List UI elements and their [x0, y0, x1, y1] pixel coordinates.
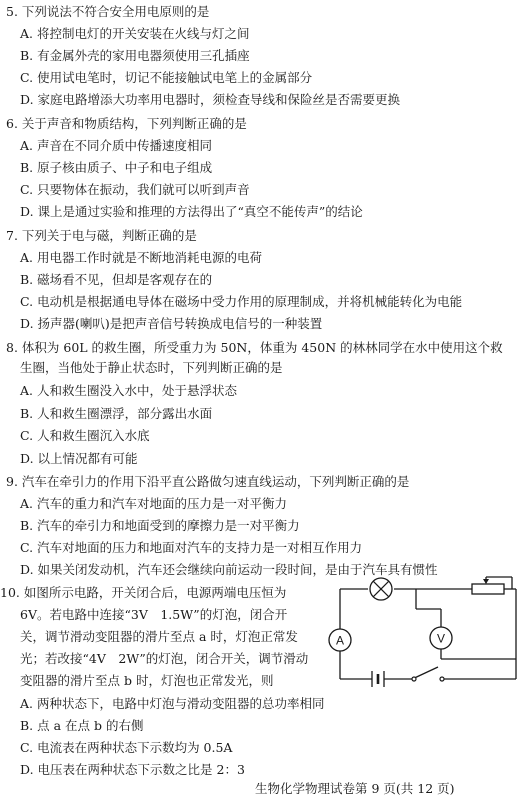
question-5-option-a: A. 将控制电灯的开关安装在火线与灯之间	[20, 26, 250, 41]
battery-icon	[372, 671, 384, 687]
question-9-option-b: B. 汽车的牵引力和地面受到的摩擦力是一对平衡力	[20, 518, 300, 533]
question-6-option-c: C. 只要物体在振动，我们就可以听到声音	[20, 182, 250, 197]
question-9-option-d: D. 如果关闭发动机，汽车还会继续向前运动一段时间，是由于汽车具有惯性	[20, 562, 438, 577]
question-6-option-b: B. 原子核由质子、中子和电子组成	[20, 160, 213, 175]
question-10-option-a: A. 两种状态下，电路中灯泡与滑动变阻器的总功率相同	[20, 696, 325, 711]
question-5-stem: 5. 下列说法不符合安全用电原则的是	[6, 4, 210, 19]
voltmeter-icon	[430, 627, 452, 649]
question-10-stem-line-5: 变阻器的滑片至点 b 时，灯泡也正常发光，则	[20, 673, 274, 688]
question-7-stem: 7. 下列关于电与磁，判断正确的是	[6, 228, 197, 243]
question-8-option-a: A. 人和救生圈没入水中，处于悬浮状态	[20, 383, 237, 398]
lamp-icon	[370, 578, 392, 600]
question-9-stem: 9. 汽车在牵引力的作用下沿平直公路做匀速直线运动，下列判断正确的是	[6, 474, 410, 489]
question-10-stem-line-4: 光；若改接“4V 2W”的灯泡，闭合开关，调节滑动	[20, 651, 309, 666]
question-9-option-c: C. 汽车对地面的压力和地面对汽车的支持力是一对相互作用力	[20, 540, 363, 555]
question-10-stem-line-3: 关，调节滑动变阻器的滑片至点 a 时，灯泡正常发	[20, 629, 298, 644]
switch-icon	[412, 667, 444, 681]
page-footer: 生物化学物理试卷第 9 页(共 12 页)	[255, 781, 455, 796]
question-10-option-c: C. 电流表在两种状态下示数均为 0.5A	[20, 740, 233, 755]
question-7-option-b: B. 磁场看不见，但却是客观存在的	[20, 272, 213, 287]
question-8-stem-cont: 生圈，当他处于静止状态时，下列判断正确的是	[20, 360, 283, 375]
question-9-option-a: A. 汽车的重力和汽车对地面的压力是一对平衡力	[20, 496, 287, 511]
ammeter-icon	[329, 629, 351, 651]
question-6-option-d: D. 课上是通过实验和推理的方法得出了“真空不能传声”的结论	[20, 204, 363, 219]
question-8-option-c: C. 人和救生圈沉入水底	[20, 428, 150, 443]
question-5-option-d: D. 家庭电路增添大功率用电器时，须检查导线和保险丝是否需要更换	[20, 92, 401, 107]
question-6-option-a: A. 声音在不同介质中传播速度相同	[20, 138, 212, 153]
question-10-option-d: D. 电压表在两种状态下示数之比是 2：3	[20, 762, 245, 777]
question-7-option-c: C. 电动机是根据通电导体在磁场中受力作用的原理制成，并将机械能转化为电能	[20, 294, 463, 309]
question-10-stem-line-2: 6V。若电路中连接“3V 1.5W”的灯泡，闭合开	[20, 607, 288, 622]
rheostat-icon	[472, 577, 512, 594]
question-7-option-d: D. 扬声器(喇叭)是把声音信号转换成电信号的一种装置	[20, 316, 323, 331]
question-6-stem: 6. 关于声音和物质结构，下列判断正确的是	[6, 116, 247, 131]
question-10-stem-line-1: 10. 如图所示电路，开关闭合后，电源两端电压恒为	[0, 585, 287, 600]
question-5-option-b: B. 有金属外壳的家用电器须使用三孔插座	[20, 48, 250, 63]
question-8-stem: 8. 体积为 60L 的救生圈，所受重力为 50N，体重为 450N 的林林同学在水中使用这个救	[6, 340, 503, 355]
question-8-option-d: D. 以上情况都有可能	[20, 451, 138, 466]
question-7-option-a: A. 用电器工作时就是不断地消耗电源的电荷	[20, 250, 262, 265]
circuit-diagram	[326, 569, 522, 691]
voltmeter-label: V	[436, 631, 446, 646]
question-8-option-b: B. 人和救生圈漂浮，部分露出水面	[20, 406, 213, 421]
question-10-option-b: B. 点 a 在点 b 的右侧	[20, 718, 144, 733]
question-5-option-c: C. 使用试电笔时，切记不能接触试电笔上的金属部分	[20, 70, 313, 85]
ammeter-label: A	[335, 633, 345, 648]
